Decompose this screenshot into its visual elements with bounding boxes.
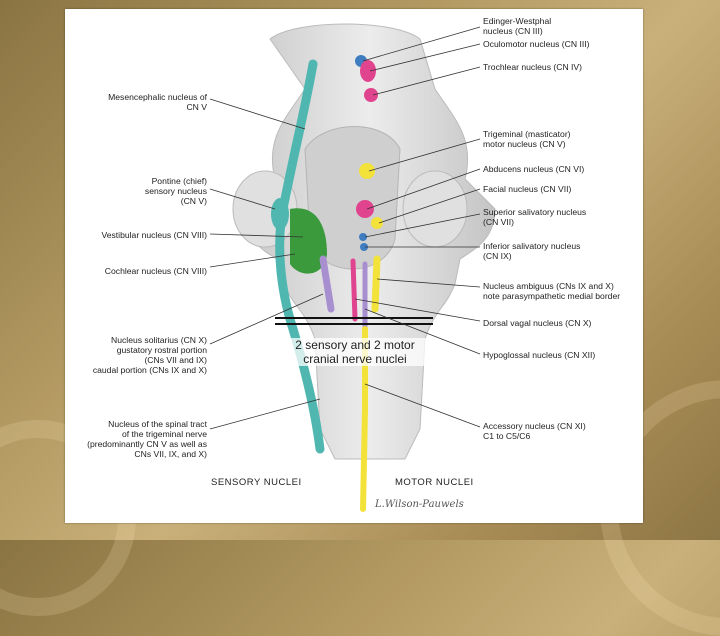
overlay-bar-top — [275, 317, 433, 319]
pontine-sensory-nucleus — [271, 198, 289, 230]
label-nucleus-ambiguus: Nucleus ambiguus (CNs IX and X) note parasympathetic medial border — [483, 281, 621, 301]
sensory-nuclei-heading: SENSORY NUCLEI — [211, 477, 302, 488]
overlay-caption: 2 sensory and 2 motor cranial nerve nuclei — [280, 338, 430, 366]
label-vestibular-nucleus: Vestibular nucleus (CN VIII) — [101, 230, 207, 240]
label-dorsal-vagal: Dorsal vagal nucleus (CN X) — [483, 318, 592, 328]
label-inferior-salivatory: Inferior salivatory nucleus (CN IX) — [483, 241, 581, 261]
label-abducens: Abducens nucleus (CN VI) — [483, 164, 585, 174]
dorsal-vagal-nucleus — [353, 261, 355, 319]
trigeminal-motor-nucleus — [359, 163, 375, 179]
label-mesencephalic-nucleus: Mesencephalic nucleus of CN V — [108, 92, 207, 112]
overlay-bar-bottom — [275, 323, 433, 325]
facial-nucleus — [371, 217, 383, 229]
label-oculomotor: Oculomotor nucleus (CN III) — [483, 39, 590, 49]
label-edinger-westphal: Edinger-Westphal nucleus (CN III) — [483, 16, 552, 36]
label-hypoglossal: Hypoglossal nucleus (CN XII) — [483, 350, 596, 360]
label-accessory: Accessory nucleus (CN XI) C1 to C5/C6 — [483, 421, 586, 441]
abducens-nucleus — [356, 200, 374, 218]
label-trochlear: Trochlear nucleus (CN IV) — [483, 62, 583, 72]
motor-nuclei-heading: MOTOR NUCLEI — [395, 477, 474, 488]
label-nucleus-solitarius: Nucleus solitarius (CN X) gustatory rostral portion (CNs VII and IX) caudal portion (CNs IX and X) — [92, 335, 207, 375]
nucleus-ambiguus — [375, 259, 377, 309]
label-spinal-tract-nucleus: Nucleus of the spinal tract of the trigeminal nerve (predominantly CN V as well as CNs VII, IX, and X) — [87, 419, 207, 459]
label-facial: Facial nucleus (CN VII) — [483, 184, 572, 194]
label-cochlear-nucleus: Cochlear nucleus (CN VIII) — [104, 266, 207, 276]
label-trigeminal-motor: Trigeminal (masticator) motor nucleus (CN V) — [483, 129, 571, 149]
brainstem-nuclei-figure — [65, 9, 643, 523]
right-cerebellar-peduncle — [403, 171, 467, 247]
illustrator-signature: L.Wilson-Pauwels — [375, 499, 464, 510]
trochlear-nucleus — [364, 88, 378, 102]
label-superior-salivatory: Superior salivatory nucleus (CN VII) — [483, 207, 587, 227]
oculomotor-nucleus — [360, 60, 376, 82]
label-pontine-sensory-nucleus: Pontine (chief) sensory nucleus (CN V) — [144, 176, 207, 206]
